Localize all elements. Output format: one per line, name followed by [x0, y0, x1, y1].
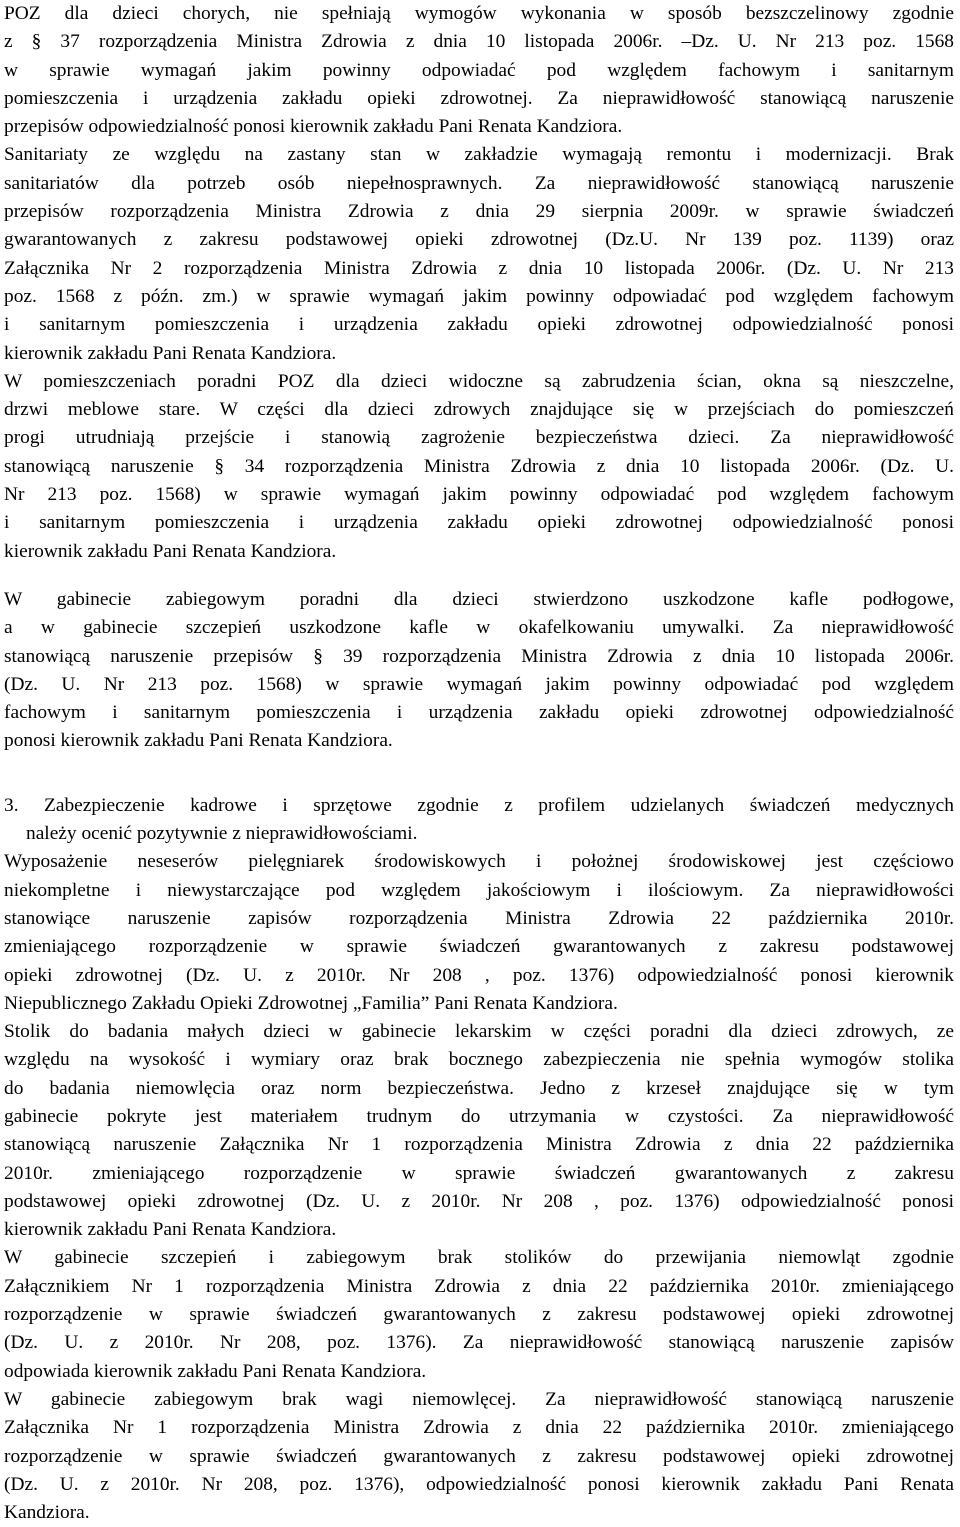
text-line: do badania niemowlęcia oraz norm bezpieczeństwa. Jedno z krzeseł znajdujące się w tym [4, 1077, 954, 1099]
text-line: Załącznika Nr 2 rozporządzenia Ministra Zdrowia z dnia 10 listopada 2006r. (Dz. U. Nr 213 [4, 257, 954, 279]
text-line: 3. Zabezpieczenie kadrowe i sprzętowe zgodnie z profilem udzielanych świadczeń medycznych [4, 794, 954, 816]
numbered-heading [4, 792, 954, 849]
text-line: (Dz. U. z 2010r. Nr 208, poz. 1376), odpowiedzialność ponosi kierownik zakładu Pani Renata [4, 1473, 954, 1495]
text-line: i sanitarnym pomieszczenia i urządzenia zakładu opieki zdrowotnej odpowiedzialność ponosi [4, 512, 954, 534]
text-line: W gabinecie szczepień i zabiegowym brak stolików do przewijania niemowląt zgodnie [4, 1247, 954, 1269]
text-line: W pomieszczeniach poradni POZ dla dzieci widoczne są zabrudzenia ścian, okna są nieszczelne, [4, 370, 954, 392]
text-line: fachowym i sanitarnym pomieszczenia i urządzenia zakładu opieki zdrowotnej odpowiedzialność [4, 702, 954, 724]
text-line: kierownik zakładu Pani Renata Kandziora. [4, 1219, 337, 1241]
text-line: Załącznika Nr 1 rozporządzenia Ministra Zdrowia z dnia 22 października 2010r. zmieniającego [4, 1417, 954, 1439]
paragraph [4, 141, 954, 367]
text-line: przepisów rozporządzenia Ministra Zdrowia z dnia 29 sierpnia 2009r. w sprawie świadczeń [4, 201, 954, 223]
text-line: W gabinecie zabiegowym brak wagi niemowlęcej. Za nieprawidłowość stanowiącą naruszenie [4, 1388, 954, 1410]
paragraph [4, 586, 954, 756]
text-line: należy ocenić pozytywnie z nieprawidłowościami. [26, 823, 418, 845]
text-line: W gabinecie zabiegowym poradni dla dzieci stwierdzono uszkodzone kafle podłogowe, [4, 588, 954, 610]
text-line: Niepublicznego Zakładu Opieki Zdrowotnej „Familia” Pani Renata Kandziora. [4, 992, 618, 1014]
text-line: i sanitarnym pomieszczenia i urządzenia zakładu opieki zdrowotnej odpowiedzialność ponosi [4, 314, 954, 336]
text-line: ponosi kierownik zakładu Pani Renata Kandziora. [4, 730, 393, 752]
text-line: POZ dla dzieci chorych, nie spełniają wymogów wykonania w sposób bezszczelinowy zgodnie [4, 3, 954, 24]
text-line: względu na wysokość i wymiary oraz brak bocznego zabezpieczenia nie spełnia wymogów stolika [4, 1049, 954, 1071]
text-line: odpowiada kierownik zakładu Pani Renata Kandziora. [4, 1360, 427, 1382]
paragraph [4, 1018, 954, 1244]
text-line: gwarantowanych z zakresu podstawowej opieki zdrowotnej (Dz.U. Nr 139 poz. 1139) oraz [4, 229, 954, 251]
text-line: stanowiącą naruszenie Załącznika Nr 1 rozporządzenia Ministra Zdrowia z dnia 22 października [4, 1134, 954, 1156]
text-line: rozporządzenie w sprawie świadczeń gwarantowanych z zakresu podstawowej opieki zdrowotnej [4, 1304, 954, 1326]
paragraph [4, 368, 954, 566]
text-line: w sprawie wymagań jakim powinny odpowiadać pod względem fachowym i sanitarnym [4, 59, 954, 81]
text-line: opieki zdrowotnej (Dz. U. z 2010r. Nr 208 , poz. 1376) odpowiedzialność ponosi kierownik [4, 964, 954, 986]
text-line: a w gabinecie szczepień uszkodzone kafle w okafelkowaniu umywalki. Za nieprawidłowość [4, 617, 954, 639]
text-line: zmieniającego rozporządzenie w sprawie świadczeń gwarantowanych z zakresu podstawowej [4, 936, 954, 958]
text-line: 2010r. zmieniającego rozporządzenie w sprawie świadczeń gwarantowanych z zakresu [4, 1162, 954, 1184]
text-line: stanowiące naruszenie zapisów rozporządzenia Ministra Zdrowia 22 października 2010r. [4, 907, 954, 929]
text-line: drzwi meblowe stare. W części dla dzieci zdrowych znajdujące się w przejściach do pomieszczeń [4, 399, 954, 421]
text-line: progi utrudniają przejście i stanowią zagrożenie bezpieczeństwa dzieci. Za nieprawidłowość [4, 427, 954, 449]
text-line: Kandziora. [4, 1502, 90, 1524]
paragraph [4, 848, 954, 1018]
text-line: niekompletne i niewystarczające pod względem jakościowym i ilościowym. Za nieprawidłowości [4, 879, 954, 901]
text-line: Sanitariaty ze względu na zastany stan w zakładzie wymagają remontu i modernizacji. Brak [4, 144, 954, 166]
text-line: sanitariatów dla potrzeb osób niepełnosprawnych. Za nieprawidłowość stanowiącą naruszenie [4, 172, 954, 194]
text-line: stanowiącą naruszenie przepisów § 39 rozporządzenia Ministra Zdrowia z dnia 10 listopada 2006r. [4, 645, 954, 667]
text-line: stanowiącą naruszenie § 34 rozporządzenia Ministra Zdrowia z dnia 10 listopada 2006r. (Dz. U. [4, 455, 954, 477]
text-line: Nr 213 poz. 1568) w sprawie wymagań jakim powinny odpowiadać pod względem fachowym [4, 484, 954, 506]
text-line: rozporządzenie w sprawie świadczeń gwarantowanych z zakresu podstawowej opieki zdrowotnej [4, 1445, 954, 1467]
text-line: poz. 1568 z późn. zm.) w sprawie wymagań jakim powinny odpowiadać pod względem fachowym [4, 285, 954, 307]
paragraph [4, 1386, 954, 1527]
text-line: podstawowej opieki zdrowotnej (Dz. U. z 2010r. Nr 208 , poz. 1376) odpowiedzialność ponosi [4, 1190, 954, 1212]
text-line: Załącznikiem Nr 1 rozporządzenia Ministra Zdrowia z dnia 22 października 2010r. zmieniającego [4, 1275, 954, 1297]
text-line: przepisów odpowiedzialność ponosi kierownik zakładu Pani Renata Kandziora. [4, 116, 623, 138]
paragraph [4, 1244, 954, 1385]
text-line: pomieszczenia i urządzenia zakładu opieki zdrowotnej. Za nieprawidłowość stanowiącą naruszenie [4, 87, 954, 109]
text-line: gabinecie pokryte jest materiałem trudnym do utrzymania w czystości. Za nieprawidłowość [4, 1105, 954, 1127]
text-line: Stolik do badania małych dzieci w gabinecie lekarskim w części poradni dla dzieci zdrowych, ze [4, 1021, 954, 1043]
text-line: z § 37 rozporządzenia Ministra Zdrowia z dnia 10 listopada 2006r. –Dz. U. Nr 213 poz. 1568 [4, 31, 954, 53]
text-line: kierownik zakładu Pani Renata Kandziora. [4, 540, 337, 562]
paragraph-gap [4, 566, 954, 586]
text-line: Wyposażenie neseserów pielęgniarek środowiskowych i położnej środowiskowej jest częściowo [4, 851, 954, 873]
text-line: kierownik zakładu Pani Renata Kandziora. [4, 342, 337, 364]
paragraph-gap [4, 756, 954, 792]
paragraph [4, 0, 954, 141]
text-line: (Dz. U. z 2010r. Nr 208, poz. 1376). Za nieprawidłowość stanowiącą naruszenie zapisów [4, 1332, 954, 1354]
text-line: (Dz. U. Nr 213 poz. 1568) w sprawie wymagań jakim powinny odpowiadać pod względem [4, 673, 954, 695]
